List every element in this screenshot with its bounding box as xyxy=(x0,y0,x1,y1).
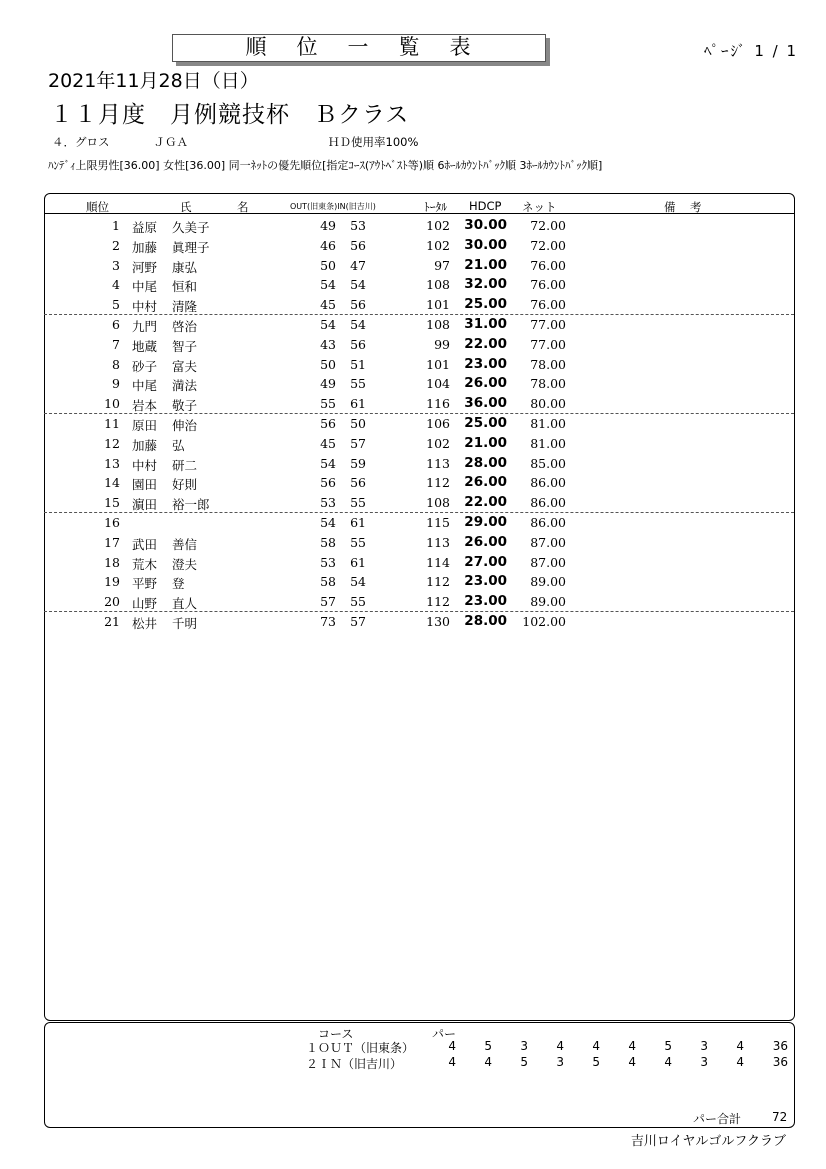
cell-out: 54 xyxy=(320,317,336,332)
cell-mei: 富夫 xyxy=(172,358,198,374)
cell-hdcp: 26.00 xyxy=(464,474,507,491)
cell-mei: 澄夫 xyxy=(172,556,198,572)
cell-rank: 17 xyxy=(104,534,120,550)
table-row xyxy=(44,552,794,572)
cell-out: 45 xyxy=(320,297,336,313)
cell-net: 77.00 xyxy=(530,317,566,332)
hole-par: 3 xyxy=(556,1055,564,1069)
cell-rank: 20 xyxy=(104,594,120,610)
cell-hdcp: 31.00 xyxy=(464,316,507,332)
cell-in: 61 xyxy=(350,515,366,530)
cell-out: 54 xyxy=(320,455,336,471)
cell-in: 57 xyxy=(350,435,366,451)
cell-rank: 3 xyxy=(112,257,120,273)
table-row xyxy=(44,354,794,374)
cell-rank: 14 xyxy=(104,475,120,491)
hole-par: 4 xyxy=(628,1039,636,1053)
cell-in: 56 xyxy=(350,237,366,253)
cell-rank: 19 xyxy=(104,574,120,590)
cell-mei: 裕一郎 xyxy=(172,497,210,513)
cell-net: 72.00 xyxy=(530,237,566,253)
hole-par: 4 xyxy=(448,1039,456,1053)
organization-label: ＪＧＡ xyxy=(153,135,188,149)
cell-sei: 加藤 xyxy=(132,437,158,453)
cell-hdcp: 25.00 xyxy=(464,415,507,431)
hole-par: 4 xyxy=(484,1055,492,1069)
col-remarks-header-2: 考 xyxy=(690,200,702,214)
cell-hdcp: 28.00 xyxy=(464,613,507,629)
cell-out: 58 xyxy=(320,534,336,550)
cell-mei: 千明 xyxy=(172,616,198,631)
cell-mei: 敬子 xyxy=(172,398,198,414)
cell-mei: 登 xyxy=(172,576,185,592)
course-par-total: 36 xyxy=(772,1055,788,1069)
cell-hdcp: 26.00 xyxy=(464,375,507,392)
cell-total: 108 xyxy=(426,495,450,511)
cell-rank: 6 xyxy=(112,317,120,332)
cell-sei: 中村 xyxy=(132,299,158,315)
hole-par: 3 xyxy=(520,1039,528,1053)
cell-out: 49 xyxy=(320,218,336,233)
cell-out: 53 xyxy=(320,554,336,570)
cell-total: 113 xyxy=(426,534,450,550)
cell-rank: 8 xyxy=(112,356,120,372)
cell-in: 55 xyxy=(350,495,366,511)
cell-in: 56 xyxy=(350,297,366,313)
cell-mei: 康弘 xyxy=(172,259,198,275)
hole-par: 4 xyxy=(736,1039,744,1053)
cell-in: 61 xyxy=(350,396,366,412)
cell-net: 76.00 xyxy=(530,277,566,293)
cell-total: 112 xyxy=(426,594,450,610)
table-row xyxy=(44,472,794,492)
table-row xyxy=(44,591,794,612)
course-name: １ＯＵＴ（旧東条） xyxy=(306,1041,415,1055)
par-label: パー xyxy=(432,1027,457,1041)
par-total-label: パー合計 xyxy=(693,1112,742,1126)
hole-par: 3 xyxy=(700,1055,708,1069)
hole-par: 4 xyxy=(556,1039,564,1053)
cell-net: 80.00 xyxy=(530,396,566,412)
cell-sei: 益原 xyxy=(132,220,158,235)
cell-total: 112 xyxy=(426,475,450,491)
col-net-header: ネット xyxy=(522,200,557,214)
table-row xyxy=(44,512,794,532)
cell-mei: 智子 xyxy=(172,338,198,354)
cell-net: 86.00 xyxy=(530,475,566,491)
cell-mei: 啓治 xyxy=(172,319,198,334)
cell-total: 108 xyxy=(426,317,450,332)
cell-out: 49 xyxy=(320,376,336,392)
col-outin-header: OUT(旧東条)IN(旧吉川) xyxy=(290,202,376,211)
table-row xyxy=(44,453,794,473)
col-remarks-header-1: 備 xyxy=(664,200,676,214)
cell-in: 61 xyxy=(350,554,366,570)
hole-par: 4 xyxy=(736,1055,744,1069)
cell-sei: 中尾 xyxy=(132,279,158,295)
cell-in: 55 xyxy=(350,376,366,392)
cell-sei: 加藤 xyxy=(132,239,158,255)
cell-mei: 善信 xyxy=(172,536,198,552)
hole-par: 5 xyxy=(664,1039,672,1053)
cell-net: 89.00 xyxy=(530,574,566,590)
cell-mei: 清隆 xyxy=(172,299,198,315)
hole-par: 4 xyxy=(664,1055,672,1069)
par-total-value: 72 xyxy=(772,1110,788,1124)
cell-sei: 武田 xyxy=(132,536,158,552)
cell-hdcp: 23.00 xyxy=(464,593,507,610)
cell-total: 104 xyxy=(426,376,450,392)
hole-par: 4 xyxy=(448,1055,456,1069)
cell-net: 86.00 xyxy=(530,495,566,511)
page-title: 順位一覧表 xyxy=(245,35,501,59)
cell-rank: 11 xyxy=(104,416,120,431)
table-row xyxy=(44,532,794,552)
table-row xyxy=(44,334,794,354)
cell-mei: 恒和 xyxy=(172,279,198,295)
cell-total: 112 xyxy=(426,574,450,590)
table-row xyxy=(44,255,794,275)
cell-net: 78.00 xyxy=(530,376,566,392)
format-label: ４．グロス xyxy=(52,135,110,149)
table-row xyxy=(44,314,794,334)
cell-total: 102 xyxy=(426,218,450,233)
cell-total: 108 xyxy=(426,277,450,293)
cell-sei: 原田 xyxy=(132,418,158,433)
cell-hdcp: 30.00 xyxy=(464,217,507,233)
cell-net: 102.00 xyxy=(522,614,566,629)
col-hdcp-header: HDCP xyxy=(469,199,502,213)
cell-hdcp: 21.00 xyxy=(464,434,507,451)
cell-sei: 濵田 xyxy=(132,497,158,513)
cell-total: 102 xyxy=(426,435,450,451)
cell-mei: 久美子 xyxy=(172,220,210,235)
cell-sei: 砂子 xyxy=(132,358,158,374)
cell-mei: 直人 xyxy=(172,596,198,612)
cell-total: 101 xyxy=(426,297,450,313)
cell-net: 72.00 xyxy=(530,218,566,233)
cell-hdcp: 22.00 xyxy=(464,494,507,511)
cell-in: 59 xyxy=(350,455,366,471)
table-row xyxy=(44,413,794,433)
table-row xyxy=(44,611,794,631)
cell-sei: 地蔵 xyxy=(132,338,158,354)
cell-net: 77.00 xyxy=(530,336,566,352)
cell-net: 87.00 xyxy=(530,534,566,550)
event-name: １１月度 月例競技杯 Ｂクラス xyxy=(50,102,410,128)
course-par-total: 36 xyxy=(772,1039,788,1053)
table-row xyxy=(44,492,794,513)
cell-in: 50 xyxy=(350,416,366,431)
cell-mei: 満法 xyxy=(172,378,198,394)
cell-net: 76.00 xyxy=(530,257,566,273)
cell-out: 46 xyxy=(320,237,336,253)
cell-net: 81.00 xyxy=(530,416,566,431)
cell-out: 56 xyxy=(320,416,336,431)
cell-hdcp: 27.00 xyxy=(464,553,507,570)
cell-rank: 4 xyxy=(112,277,120,293)
course-label: コース xyxy=(318,1027,354,1041)
cell-hdcp: 26.00 xyxy=(464,533,507,550)
cell-net: 81.00 xyxy=(530,435,566,451)
cell-out: 57 xyxy=(320,594,336,610)
cell-total: 130 xyxy=(426,614,450,629)
cell-net: 85.00 xyxy=(530,455,566,471)
table-row xyxy=(44,215,794,235)
cell-hdcp: 32.00 xyxy=(464,276,507,293)
cell-in: 57 xyxy=(350,614,366,629)
cell-hdcp: 21.00 xyxy=(464,256,507,273)
cell-total: 114 xyxy=(426,554,450,570)
cell-out: 50 xyxy=(320,257,336,273)
cell-total: 97 xyxy=(434,257,450,273)
cell-in: 55 xyxy=(350,594,366,610)
cell-total: 99 xyxy=(434,336,450,352)
cell-in: 47 xyxy=(350,257,366,273)
cell-rank: 12 xyxy=(104,435,120,451)
col-mei-header: 名 xyxy=(237,200,249,214)
cell-out: 54 xyxy=(320,515,336,530)
handicap-notes: ﾊﾝﾃﾞｨ上限男性[36.00] 女性[36.00] 同一ﾈｯﾄの優先順位[指定ｺｰｽ(ｱｳﾄﾍﾞｽﾄ等)順 6ﾎｰﾙｶｳﾝﾄﾊﾞｯｸ順 3ﾎｰﾙｶｳﾝﾄﾊﾞｯｸ順] xyxy=(48,159,603,172)
cell-in: 55 xyxy=(350,534,366,550)
cell-sei: 中尾 xyxy=(132,378,158,394)
page-number: ﾍﾟｰｼﾞ 1 / 1 xyxy=(704,42,798,60)
hole-par: 4 xyxy=(628,1055,636,1069)
cell-out: 45 xyxy=(320,435,336,451)
cell-rank: 5 xyxy=(112,297,120,313)
cell-in: 54 xyxy=(350,574,366,590)
table-row xyxy=(44,433,794,453)
club-name: 吉川ロイヤルゴルフクラブ xyxy=(630,1134,786,1149)
cell-total: 113 xyxy=(426,455,450,471)
hole-par: 3 xyxy=(700,1039,708,1053)
cell-rank: 15 xyxy=(104,495,120,511)
course-par-box xyxy=(44,1022,795,1128)
hole-par: 5 xyxy=(592,1055,600,1069)
cell-in: 51 xyxy=(350,356,366,372)
table-row xyxy=(44,571,794,591)
cell-in: 53 xyxy=(350,218,366,233)
cell-rank: 2 xyxy=(112,237,120,253)
event-date: 2021年11月28日（日） xyxy=(48,70,259,92)
cell-sei: 松井 xyxy=(132,616,158,631)
cell-rank: 21 xyxy=(104,614,120,629)
cell-total: 106 xyxy=(426,416,450,431)
table-row xyxy=(44,393,794,414)
cell-out: 43 xyxy=(320,336,336,352)
cell-rank: 13 xyxy=(104,455,120,471)
cell-sei: 岩本 xyxy=(132,398,158,414)
cell-sei: 山野 xyxy=(132,596,158,612)
cell-hdcp: 28.00 xyxy=(464,454,507,471)
cell-rank: 1 xyxy=(112,218,120,233)
cell-hdcp: 25.00 xyxy=(464,296,507,313)
cell-sei: 平野 xyxy=(132,576,158,592)
cell-in: 56 xyxy=(350,475,366,491)
col-sei-header: 氏 xyxy=(180,200,192,214)
cell-in: 54 xyxy=(350,277,366,293)
table-row xyxy=(44,294,794,315)
cell-out: 54 xyxy=(320,277,336,293)
hole-par: 5 xyxy=(484,1039,492,1053)
cell-in: 54 xyxy=(350,317,366,332)
cell-total: 116 xyxy=(426,396,450,412)
cell-net: 78.00 xyxy=(530,356,566,372)
header-divider xyxy=(44,213,794,214)
cell-total: 101 xyxy=(426,356,450,372)
cell-hdcp: 29.00 xyxy=(464,514,507,530)
hole-par: 5 xyxy=(520,1055,528,1069)
col-rank-header: 順位 xyxy=(86,200,109,214)
cell-total: 115 xyxy=(426,515,450,530)
cell-mei: 眞理子 xyxy=(172,239,210,255)
cell-rank: 9 xyxy=(112,376,120,392)
cell-hdcp: 23.00 xyxy=(464,573,507,590)
cell-out: 73 xyxy=(320,614,336,629)
cell-total: 102 xyxy=(426,237,450,253)
cell-sei: 荒木 xyxy=(132,556,158,572)
cell-sei: 九門 xyxy=(132,319,158,334)
hole-par: 4 xyxy=(592,1039,600,1053)
cell-sei: 河野 xyxy=(132,259,158,275)
format-info xyxy=(52,134,418,150)
cell-out: 56 xyxy=(320,475,336,491)
cell-net: 87.00 xyxy=(530,554,566,570)
cell-hdcp: 23.00 xyxy=(464,355,507,372)
cell-mei: 好則 xyxy=(172,477,198,493)
cell-rank: 16 xyxy=(104,515,120,530)
cell-net: 89.00 xyxy=(530,594,566,610)
cell-sei: 中村 xyxy=(132,457,158,473)
hd-rate-label: ＨＤ使用率100% xyxy=(328,135,419,149)
cell-rank: 10 xyxy=(104,396,120,412)
table-row xyxy=(44,235,794,255)
cell-hdcp: 36.00 xyxy=(464,395,507,412)
cell-rank: 7 xyxy=(112,336,120,352)
cell-mei: 弘 xyxy=(172,437,185,453)
cell-out: 50 xyxy=(320,356,336,372)
cell-in: 56 xyxy=(350,336,366,352)
cell-mei: 研二 xyxy=(172,457,198,473)
col-total-header: ﾄｰﾀﾙ xyxy=(424,200,447,214)
cell-out: 53 xyxy=(320,495,336,511)
cell-mei: 伸治 xyxy=(172,418,198,433)
cell-net: 76.00 xyxy=(530,297,566,313)
cell-net: 86.00 xyxy=(530,515,566,530)
cell-sei: 園田 xyxy=(132,477,158,493)
course-name: ２ＩＮ（旧吉川） xyxy=(306,1057,403,1071)
cell-rank: 18 xyxy=(104,554,120,570)
cell-hdcp: 30.00 xyxy=(464,236,507,253)
cell-out: 58 xyxy=(320,574,336,590)
cell-out: 55 xyxy=(320,396,336,412)
cell-hdcp: 22.00 xyxy=(464,335,507,352)
table-row xyxy=(44,274,794,294)
table-row xyxy=(44,373,794,393)
